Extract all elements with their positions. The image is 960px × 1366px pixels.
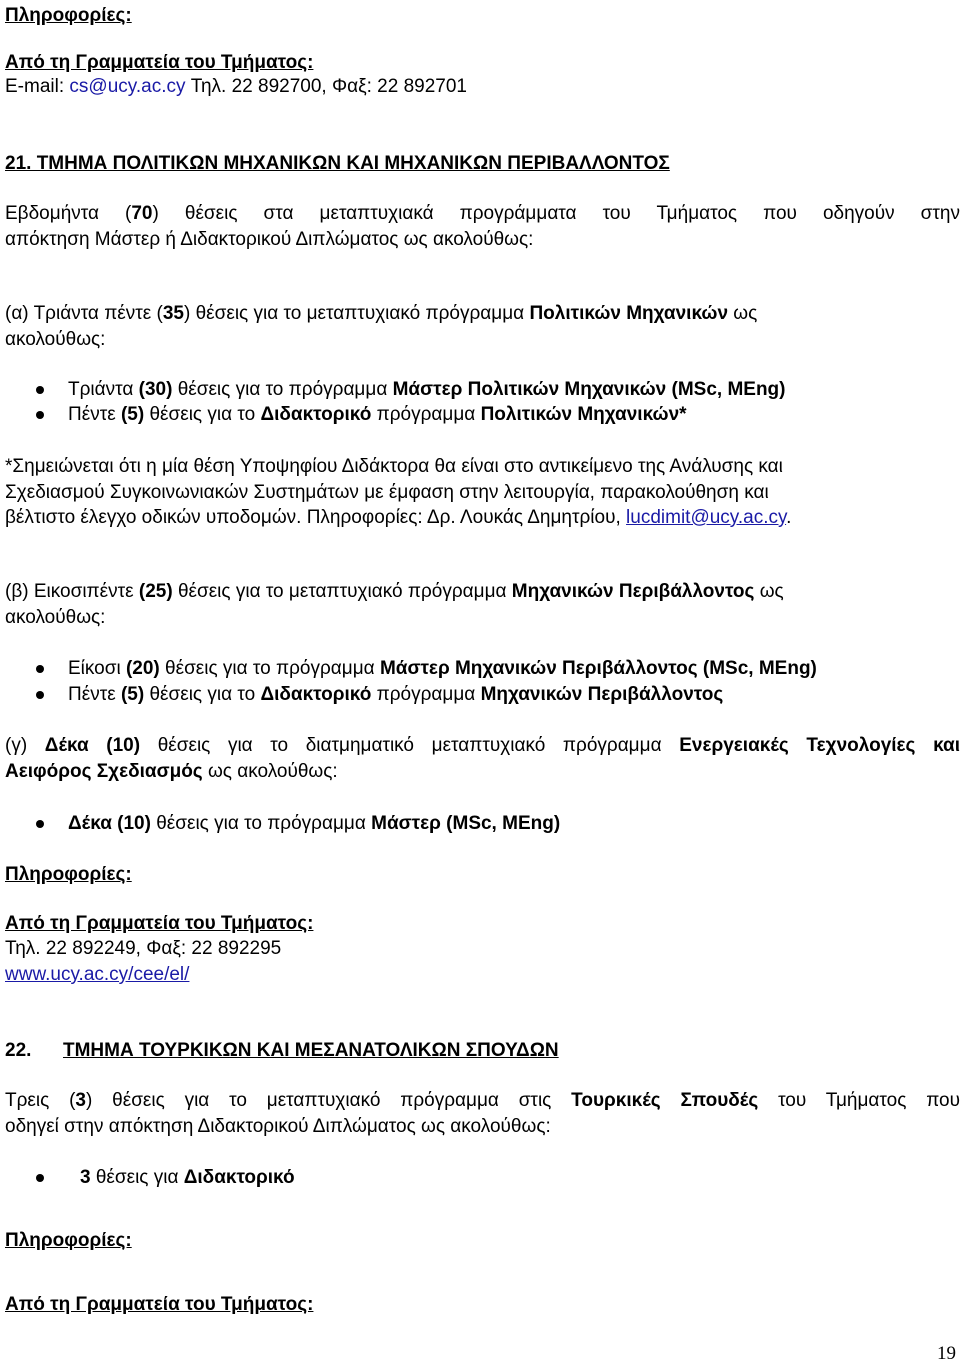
bullet-icon [36, 411, 44, 419]
section-22-line2: οδηγεί στην απόκτηση Διδακτορικού Διπλώματος ως ακολούθως: [5, 1116, 551, 1137]
item-a-bullet-1: Τριάντα (30) θέσεις για το πρόγραμμα Μάστερ Πολιτικών Μηχανικών (MSc, MEng) [68, 379, 786, 400]
bullet-icon [36, 820, 44, 828]
section-21-title: 21. ΤΜΗΜΑ ΠΟΛΙΤΙΚΩΝ ΜΗΧΑΝΙΚΩΝ ΚΑΙ ΜΗΧΑΝΙΚΩΝ ΠΕΡΙΒΑΛΛΟΝΤΟΣ [5, 153, 670, 174]
item-c-line1: (γ) Δέκα (10) θέσεις για το διατμηματικό μεταπτυχιακό πρόγραμμα Ενεργειακές Τεχνολογίες και [5, 735, 960, 756]
bullet-icon [36, 665, 44, 673]
page-number: 19 [937, 1343, 956, 1364]
section-21-intro-line2: απόκτηση Μάστερ ή Διδακτορικού Διπλώματος ως ακολούθως: [5, 229, 534, 250]
note-line1: *Σημειώνεται ότι η μία θέση Υποψηφίου Διδάκτορα θα είναι στο αντικείμενο της Ανάλυσης και [5, 456, 783, 477]
item-a-bullet-2: Πέντε (5) θέσεις για το Διδακτορικό πρόγραμμα Πολιτικών Μηχανικών* [68, 404, 687, 425]
section-22-info-heading: Πληροφορίες: [5, 1230, 132, 1251]
item-a-line2: ακολούθως: [5, 329, 106, 350]
item-b-bullet-2: Πέντε (5) θέσεις για το Διδακτορικό πρόγραμμα Μηχανικών Περιβάλλοντος [68, 684, 724, 705]
contact-line: E-mail: cs@ucy.ac.cy Τηλ. 22 892700, Φαξ: 22 892701 [5, 76, 467, 97]
section-21-phone-fax: Τηλ. 22 892249, Φαξ: 22 892295 [5, 938, 282, 959]
section-21-intro-line1: Εβδομήντα (70) θέσεις στα μεταπτυχιακά προγράμματα του Τμήματος που οδηγούν στην [5, 203, 960, 224]
note-email-link[interactable]: lucdimit@ucy.ac.cy [626, 507, 787, 528]
section-22-title: ΤΜΗΜΑ ΤΟΥΡΚΙΚΩΝ ΚΑΙ ΜΕΣΑΝΑΤΟΛΙΚΩΝ ΣΠΟΥΔΩΝ [63, 1040, 559, 1061]
secretariat-heading: Από τη Γραμματεία του Τμήματος: [5, 52, 314, 73]
section-22-number: 22. [5, 1040, 32, 1061]
section-22-line1: Τρεις (3) θέσεις για το μεταπτυχιακό πρόγραμμα στις Τουρκικές Σπουδές του Τμήματος που [5, 1090, 960, 1111]
section-22-bullet-1: 3 θέσεις για Διδακτορικό [80, 1167, 295, 1188]
item-b-bullet-1: Είκοσι (20) θέσεις για το πρόγραμμα Μάστερ Μηχανικών Περιβάλλοντος (MSc, MEng) [68, 658, 817, 679]
note-line3: βέλτιστο έλεγχο οδικών υποδομών. Πληροφορίες: Δρ. Λουκάς Δημητρίου, lucdimit@ucy.ac.cy. [5, 507, 792, 528]
item-b-line2: ακολούθως: [5, 607, 106, 628]
item-c-bullet-1: Δέκα (10) θέσεις για το πρόγραμμα Μάστερ (MSc, MEng) [68, 813, 561, 834]
item-a-line1: (α) Τριάντα πέντε (35) θέσεις για το μεταπτυχιακό πρόγραμμα Πολιτικών Μηχανικών ως [5, 303, 758, 324]
bullet-icon [36, 386, 44, 394]
section-22-secretariat-heading: Από τη Γραμματεία του Τμήματος: [5, 1294, 314, 1315]
section-21-website-link[interactable]: www.ucy.ac.cy/cee/el/ [5, 964, 190, 985]
info-heading: Πληροφορίες: [5, 5, 132, 26]
bullet-icon [36, 1174, 44, 1182]
item-b-line1: (β) Εικοσιπέντε (25) θέσεις για το μεταπτυχιακό πρόγραμμα Μηχανικών Περιβάλλοντος ως [5, 581, 784, 602]
section-21-info-heading: Πληροφορίες: [5, 864, 132, 885]
item-c-line2: Αειφόρος Σχεδιασμός ως ακολούθως: [5, 761, 338, 782]
email-link[interactable]: cs@ucy.ac.cy [69, 76, 186, 97]
bullet-icon [36, 691, 44, 699]
section-21-secretariat-heading: Από τη Γραμματεία του Τμήματος: [5, 913, 314, 934]
note-line2: Σχεδιασμού Συγκοινωνιακών Συστημάτων με έμφαση στην λειτουργία, παρακολούθηση και [5, 482, 769, 503]
